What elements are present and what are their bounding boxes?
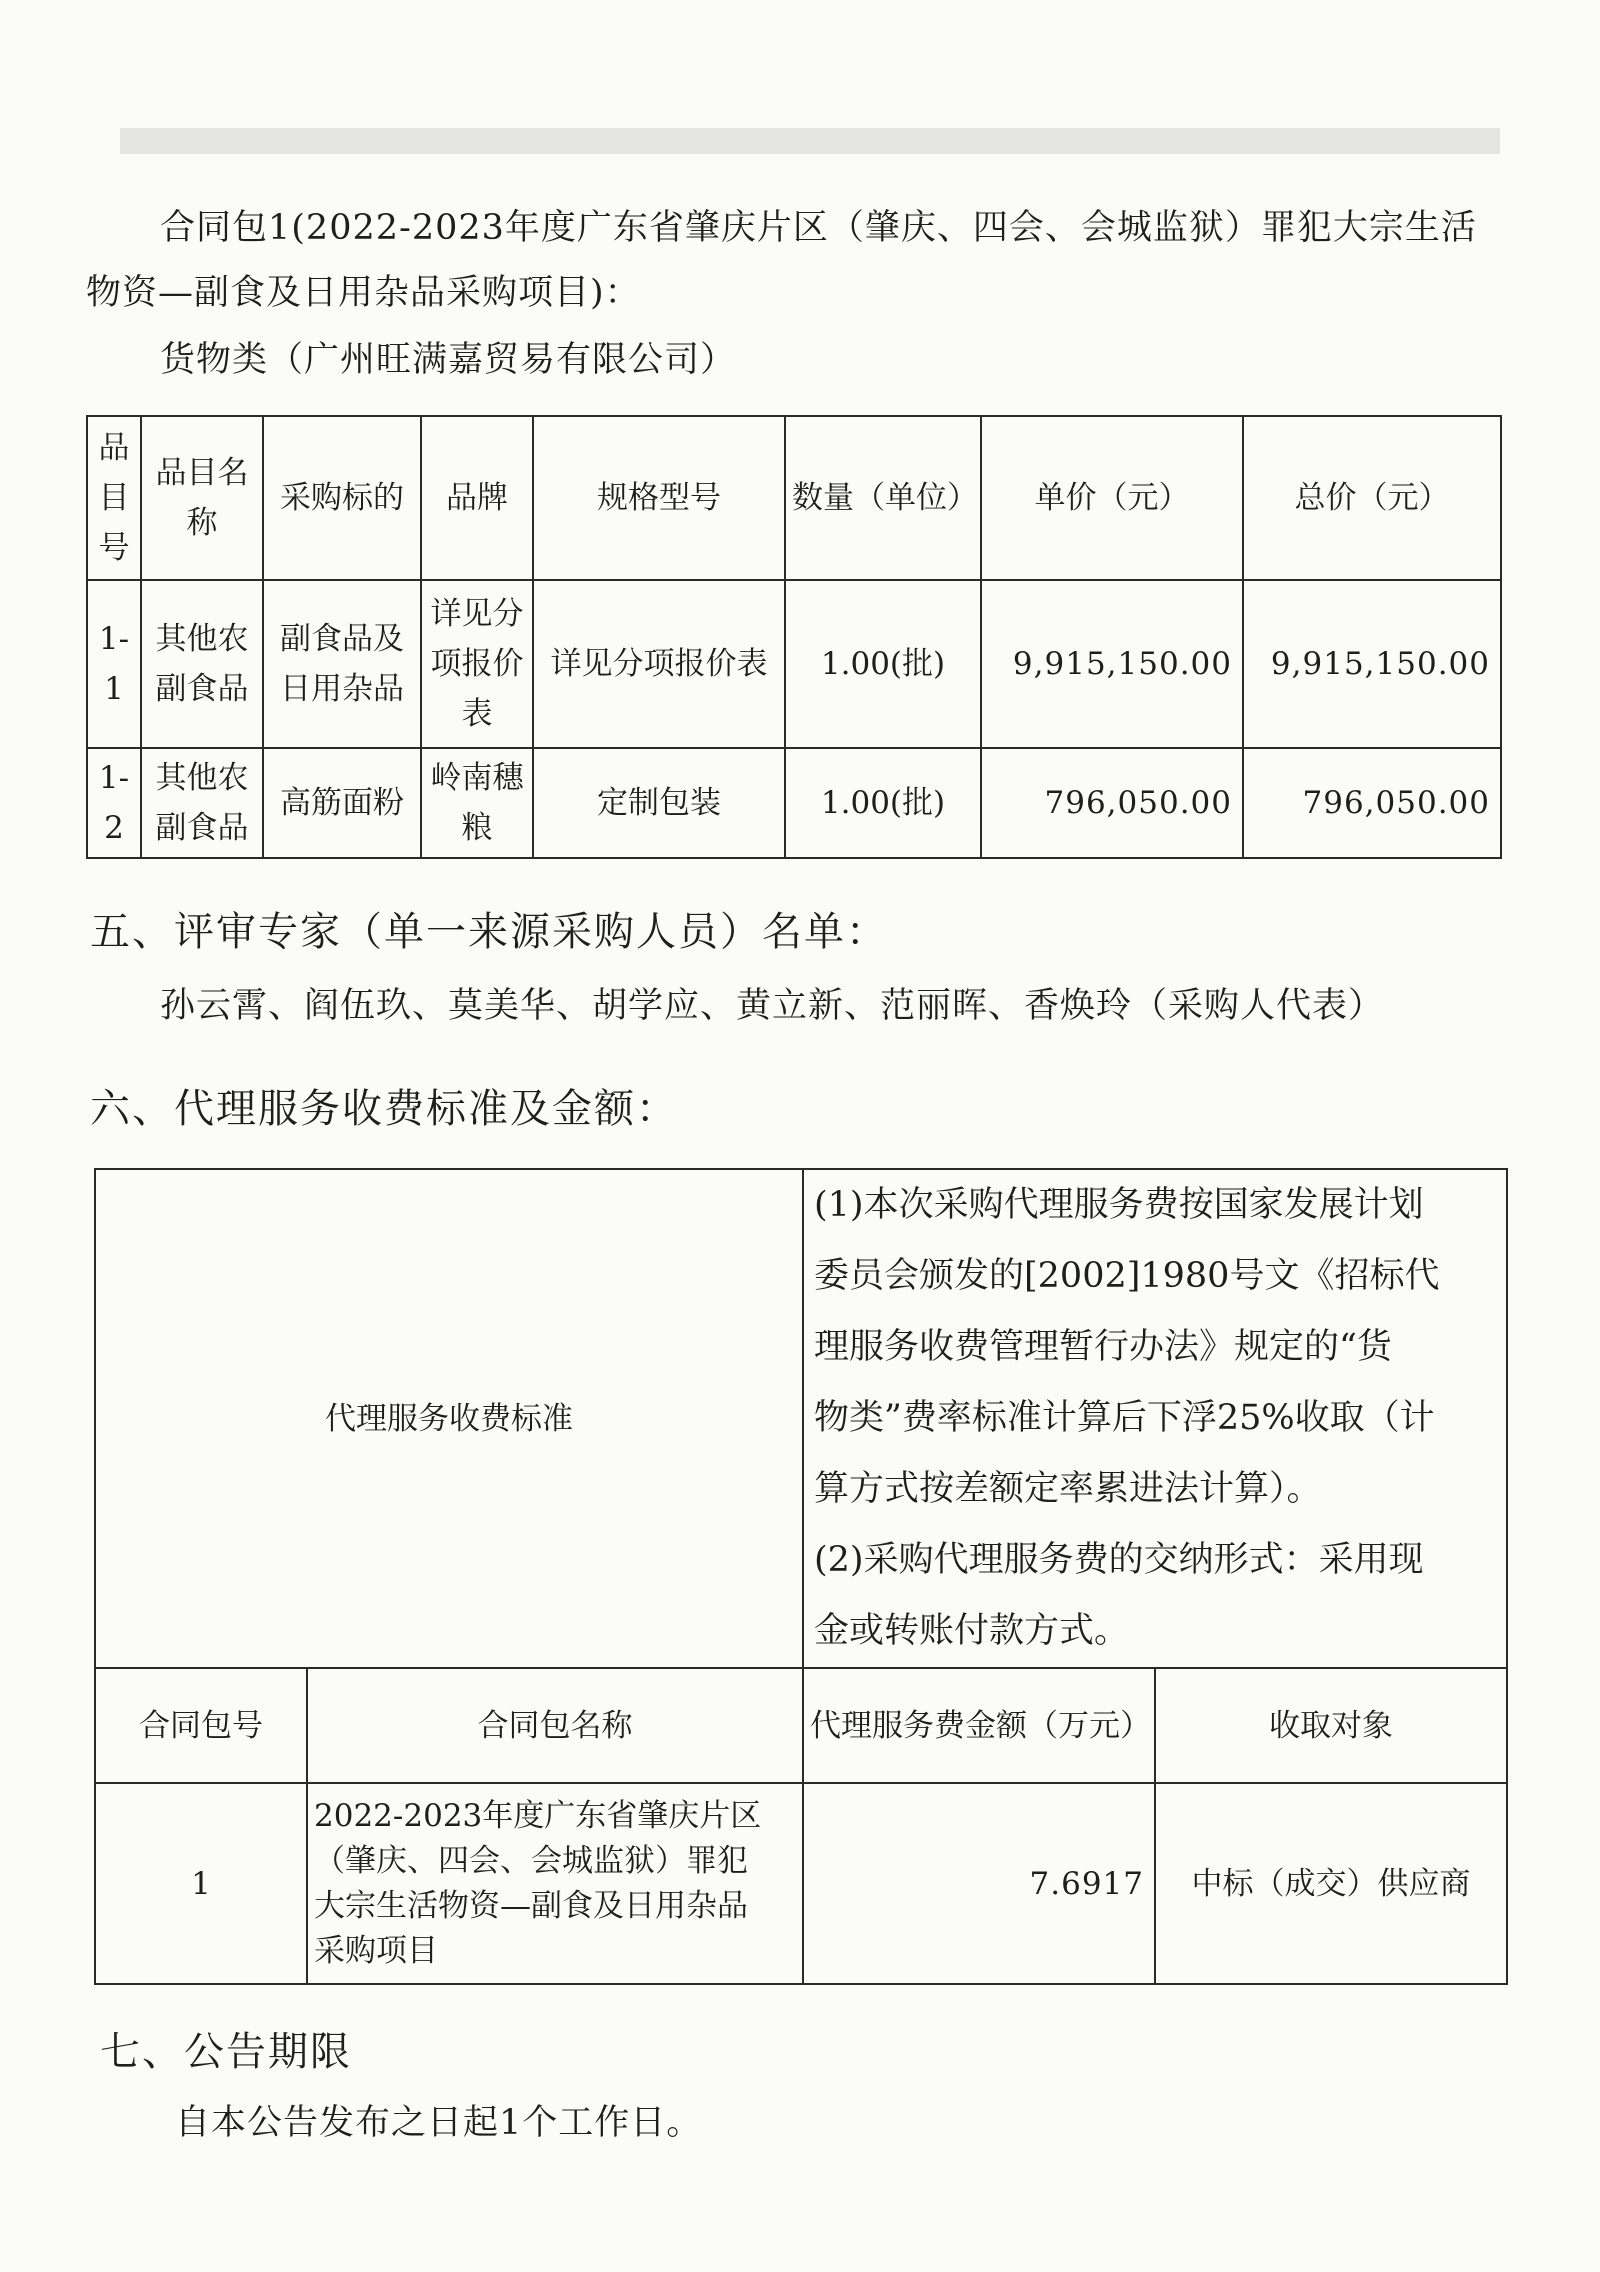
fee-standard-text: [803, 1169, 1507, 1668]
section6-heading: 六、代理服务收费标准及金额：: [90, 1086, 678, 1132]
fee-package-name-line: 2022-2023年度广东省肇庆片区: [314, 1797, 762, 1834]
package-intro-line2: 物资—副食及日用杂品采购项目)：: [86, 273, 641, 313]
cell-total-price: 796,050.00: [1243, 748, 1501, 858]
fee-standard-label: 代理服务收费标准: [95, 1169, 803, 1668]
header-qty: 数量（单位）: [785, 416, 981, 580]
header-item-no: 品目号: [87, 416, 141, 580]
fee-package-name-line: （肇庆、四会、会城监狱）罪犯: [314, 1842, 748, 1879]
package-intro-line1: 合同包1(2022-2023年度广东省肇庆片区（肇庆、四会、会城监狱）罪犯大宗生活: [160, 208, 1477, 248]
cell-spec: 定制包装: [533, 748, 785, 858]
cell-brand: 详见分项报价表: [421, 580, 533, 748]
table-row: [87, 748, 1501, 858]
fee-standard-row: [95, 1169, 1507, 1668]
agency-fee-table: [94, 1168, 1508, 1985]
fee-standard-line: 算方式按差额定率累进法计算）。: [814, 1469, 1322, 1509]
fee-package-name-line: 采购项目: [314, 1932, 438, 1969]
fee-standard-line: (1)本次采购代理服务费按国家发展计划: [814, 1185, 1424, 1225]
fee-cell-package-name: [307, 1783, 803, 1984]
supplier-line: 货物类（广州旺满嘉贸易有限公司）: [160, 340, 737, 380]
header-item-name: 品目名称: [141, 416, 263, 580]
cell-brand: 岭南穗粮: [421, 748, 533, 858]
section7-heading: 七、公告期限: [100, 2029, 352, 2075]
cell-qty: 1.00(批): [785, 748, 981, 858]
fee-standard-line: 物类”费率标准计算后下浮25%收取（计: [814, 1398, 1435, 1438]
fee-cell-package-no: 1: [95, 1783, 307, 1984]
fee-standard-line: 金或转账付款方式。: [814, 1611, 1130, 1651]
scan-bleed-through: [120, 128, 1500, 154]
fee-standard-line: 委员会颁发的[2002]1980号文《招标代: [814, 1256, 1440, 1296]
cell-unit-price: 796,050.00: [981, 748, 1243, 858]
cell-item-name: 其他农副食品: [141, 580, 263, 748]
header-brand: 品牌: [421, 416, 533, 580]
fee-header-amount: 代理服务费金额（万元）: [803, 1668, 1155, 1783]
header-unit-price: 单价（元）: [981, 416, 1243, 580]
cell-target: 副食品及日用杂品: [263, 580, 421, 748]
table-row: [87, 580, 1501, 748]
cell-unit-price: 9,915,150.00: [981, 580, 1243, 748]
fee-header-payer: 收取对象: [1155, 1668, 1507, 1783]
cell-item-no: 1-2: [87, 748, 141, 858]
header-target: 采购标的: [263, 416, 421, 580]
fee-standard-line: 理服务收费管理暂行办法》规定的“货: [814, 1327, 1392, 1367]
fee-header-row: [95, 1668, 1507, 1783]
cell-item-name: 其他农副食品: [141, 748, 263, 858]
fee-cell-payer: 中标（成交）供应商: [1155, 1783, 1507, 1984]
fee-header-package-name: 合同包名称: [307, 1668, 803, 1783]
fee-package-name-line: 大宗生活物资—副食及日用杂品: [314, 1887, 748, 1924]
cell-total-price: 9,915,150.00: [1243, 580, 1501, 748]
goods-table-header: [87, 416, 1501, 580]
fee-header-package-no: 合同包号: [95, 1668, 307, 1783]
goods-table: [86, 415, 1502, 859]
header-total-price: 总价（元）: [1243, 416, 1501, 580]
table-row: [95, 1783, 1507, 1984]
expert-names: 孙云霄、阎伍玖、莫美华、胡学应、黄立新、范丽晖、香焕玲（采购人代表）: [160, 986, 1385, 1026]
cell-target: 高筋面粉: [263, 748, 421, 858]
announcement-period-text: 自本公告发布之日起1个工作日。: [175, 2103, 703, 2143]
cell-spec: 详见分项报价表: [533, 580, 785, 748]
header-spec: 规格型号: [533, 416, 785, 580]
cell-item-no: 1-1: [87, 580, 141, 748]
section5-heading: 五、评审专家（单一来源采购人员）名单：: [90, 909, 888, 955]
fee-cell-amount: 7.6917: [803, 1783, 1155, 1984]
fee-standard-line: (2)采购代理服务费的交纳形式：采用现: [814, 1540, 1424, 1580]
cell-qty: 1.00(批): [785, 580, 981, 748]
